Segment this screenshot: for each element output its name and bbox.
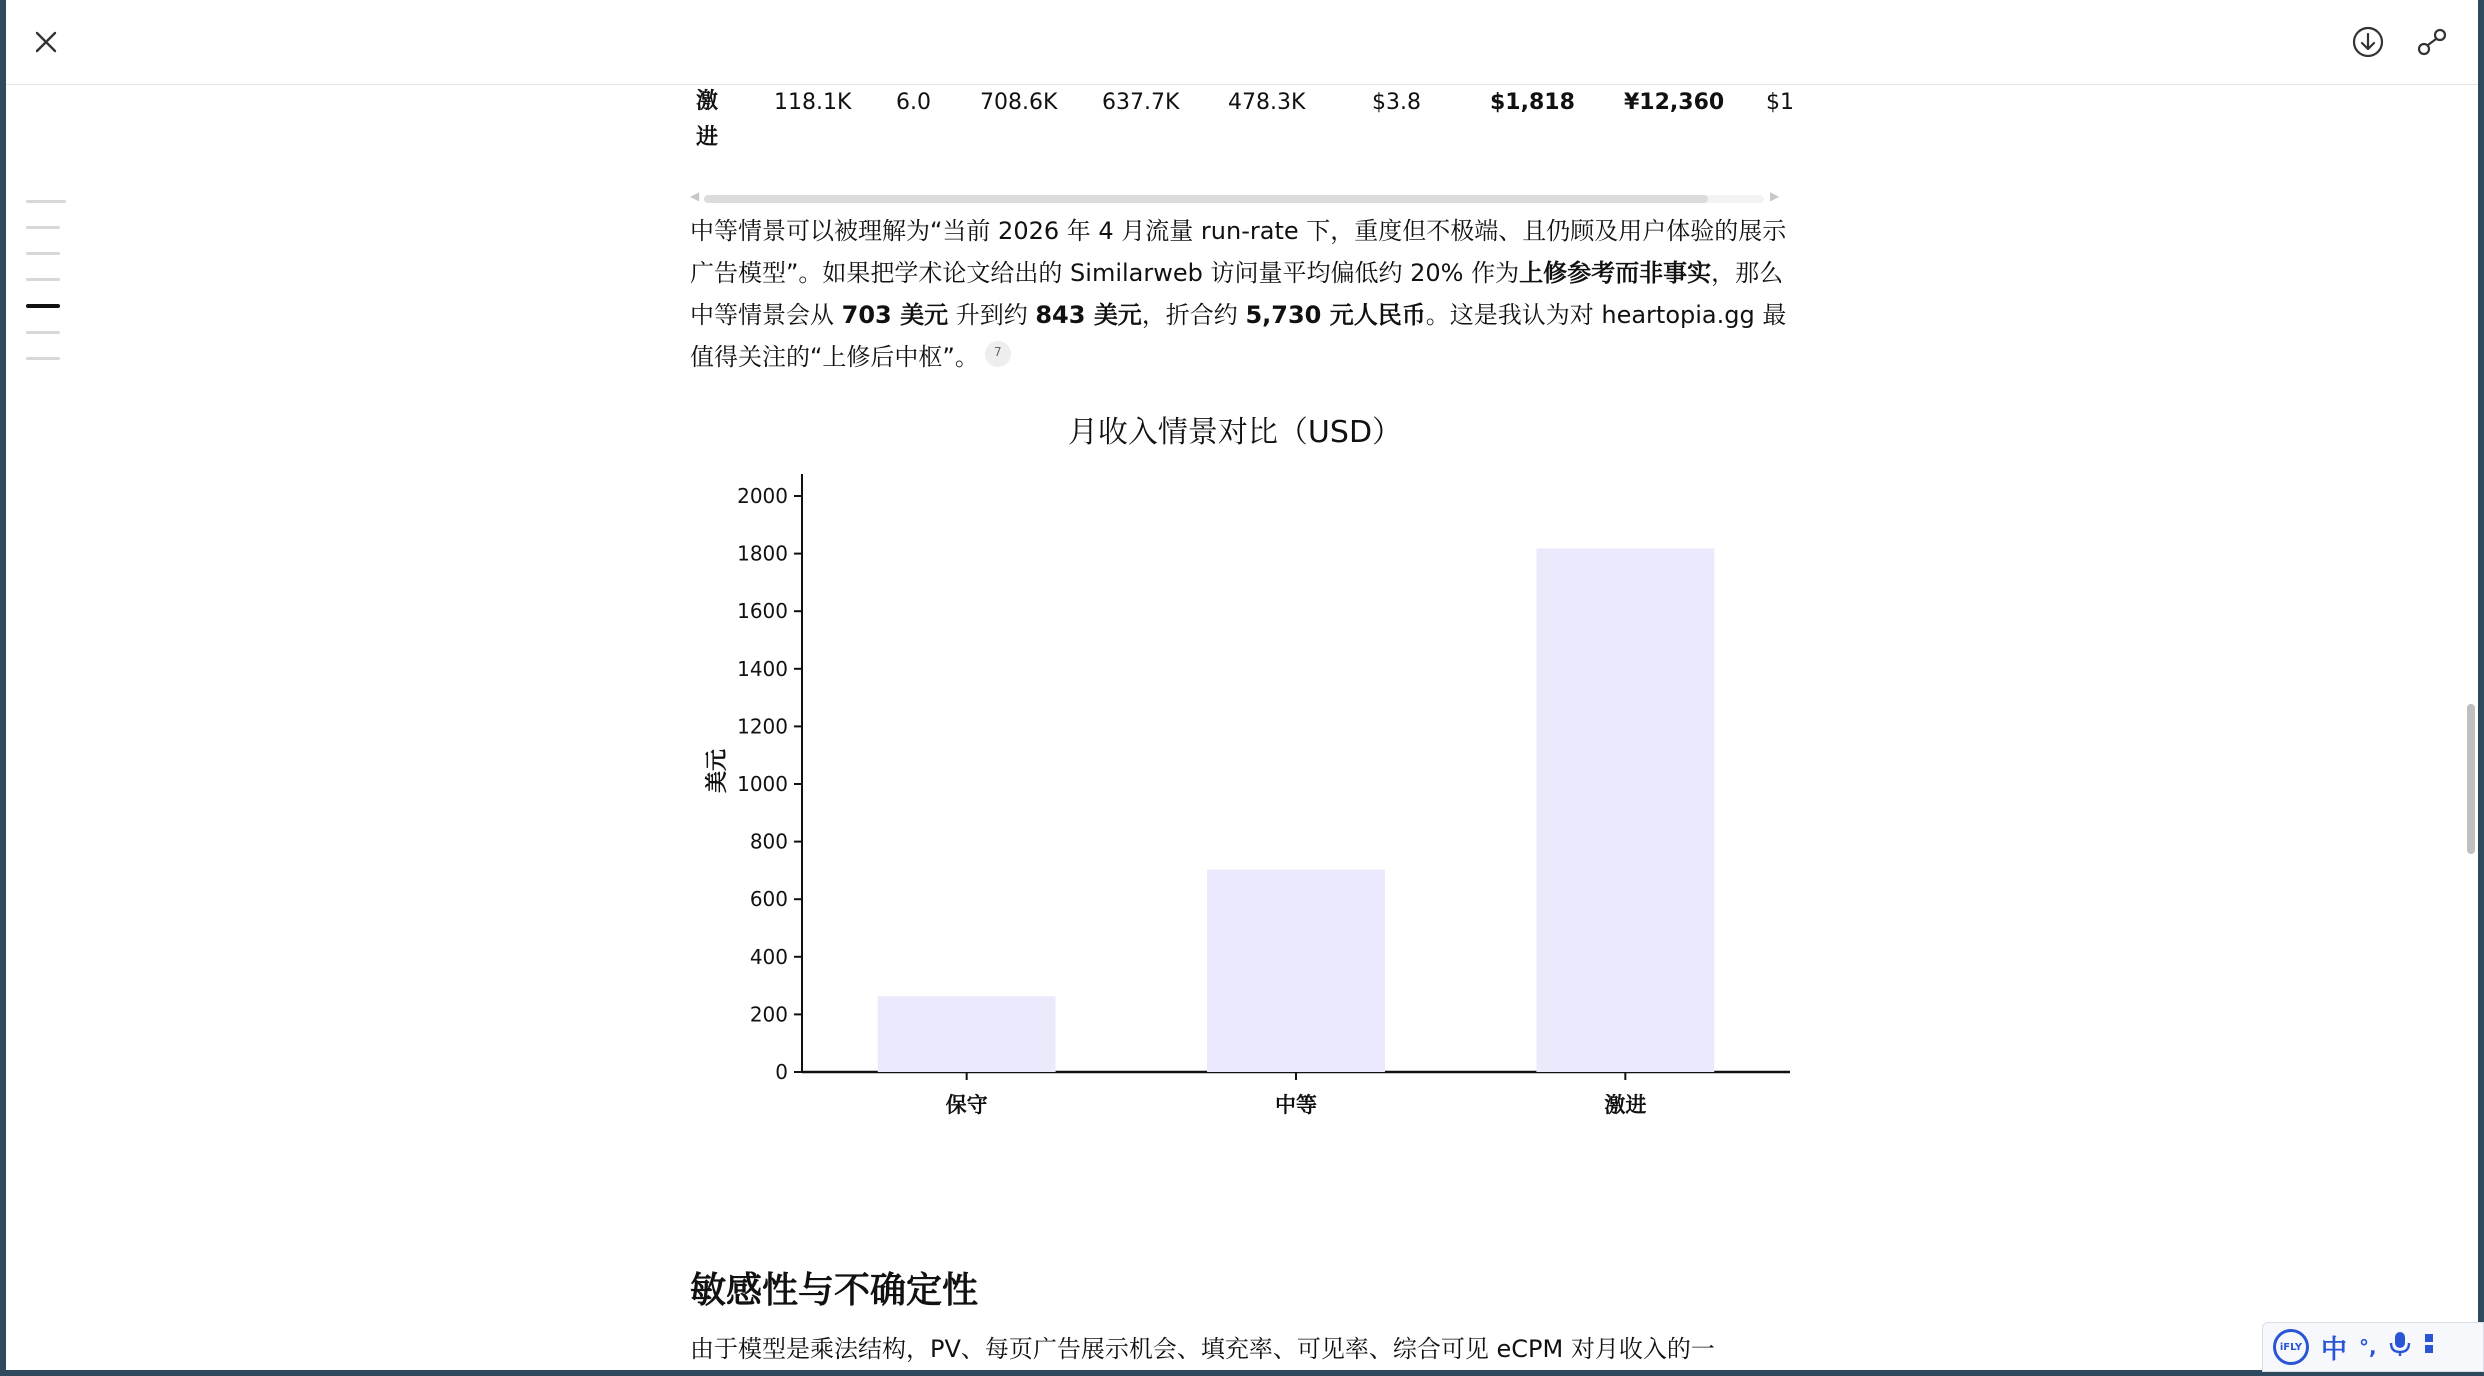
text-run-bold: 703 美元 <box>841 301 949 329</box>
bar-中等 <box>1207 870 1385 1072</box>
toc-item-3[interactable] <box>26 252 60 255</box>
toc-item-1[interactable] <box>26 200 66 203</box>
x-tick-label: 激进 <box>1604 1093 1647 1117</box>
y-axis-label: 美元 <box>705 748 730 794</box>
table-horizontal-scrollbar[interactable] <box>690 189 1780 204</box>
download-icon <box>2351 25 2385 59</box>
table-cell: $1 <box>1766 90 1794 115</box>
section-paragraph: 由于模型是乘法结构，PV、每页广告展示机会、填充率、可见率、综合可见 eCPM 对月收入的一 <box>690 1335 1715 1363</box>
y-tick-label: 600 <box>749 887 788 912</box>
bar-chart-svg <box>690 414 1790 1214</box>
y-tick-label: 2000 <box>737 484 788 508</box>
table-cell: 478.3K <box>1228 90 1306 115</box>
close-icon <box>32 28 60 56</box>
share-button[interactable] <box>2406 16 2458 68</box>
table-row <box>690 84 1794 164</box>
top-toolbar <box>6 0 2478 85</box>
toc-item-6[interactable] <box>26 331 60 334</box>
text-run: ，折合约 <box>1141 301 1246 329</box>
table-cell: 118.1K <box>774 90 852 115</box>
page-vertical-scrollbar[interactable] <box>2464 84 2478 1370</box>
scrollbar-thumb[interactable] <box>704 195 1708 203</box>
toc-item-5[interactable] <box>26 304 60 308</box>
text-run: ，那么中等情景会从 <box>690 259 1784 329</box>
bar-保守 <box>878 996 1056 1072</box>
ime-punctuation-toggle[interactable]: °, <box>2359 1335 2377 1359</box>
x-tick-label: 中等 <box>1275 1093 1317 1117</box>
page-scrollbar-thumb[interactable] <box>2467 704 2475 854</box>
toc-item-7[interactable] <box>26 357 60 360</box>
y-tick-label: 800 <box>749 829 788 854</box>
y-tick-label: 0 <box>775 1060 788 1084</box>
table-cell: 637.7K <box>1102 90 1180 115</box>
ime-language-toggle[interactable]: 中 <box>2321 1334 2348 1365</box>
app-window <box>6 0 2478 1370</box>
text-run-bold: 5,730 元人民币 <box>1245 301 1426 329</box>
mic-icon <box>2389 1330 2411 1358</box>
share-icon <box>2415 25 2449 59</box>
close-button[interactable] <box>20 16 72 68</box>
table-cell: 708.6K <box>980 90 1058 115</box>
text-run: 。这是我认为对 heartopia.gg 最值得关注的“上修后中枢”。 <box>690 301 1787 371</box>
toc-item-2[interactable] <box>26 226 60 229</box>
text-run-bold: 843 美元 <box>1035 301 1142 329</box>
text-run: 升到约 <box>948 301 1036 329</box>
table-cell: 6.0 <box>896 90 931 115</box>
grid-icon <box>2423 1331 2445 1357</box>
table-of-contents <box>26 200 72 383</box>
ime-toolbar <box>2262 1322 2484 1372</box>
section-heading: 敏感性与不确定性 <box>690 1270 979 1311</box>
x-tick-label: 保守 <box>945 1093 988 1117</box>
y-tick-label: 1200 <box>737 714 788 739</box>
download-button[interactable] <box>2342 16 2394 68</box>
scroll-left-icon[interactable]: ◀ <box>690 189 700 203</box>
bar-激进 <box>1536 548 1714 1072</box>
ime-mic-button[interactable] <box>2389 1330 2411 1365</box>
citation-badge[interactable]: 7 <box>985 341 1011 367</box>
ime-grid-button[interactable] <box>2423 1331 2445 1364</box>
y-tick-label: 1400 <box>737 656 788 681</box>
toc-item-4[interactable] <box>26 278 60 281</box>
y-tick-label: 400 <box>749 944 788 969</box>
y-tick-label: 1800 <box>737 541 788 566</box>
table-cell: $1,818 <box>1490 90 1575 115</box>
table-cell: $3.8 <box>1372 90 1421 115</box>
table-cell: ¥12,360 <box>1624 90 1725 115</box>
body-paragraph <box>690 210 1790 378</box>
y-tick-label: 1000 <box>737 772 788 796</box>
text-run-bold: 上修参考而非事实 <box>1519 259 1712 287</box>
chart-title: 月收入情景对比（USD） <box>1067 415 1403 450</box>
y-tick-label: 1600 <box>737 599 788 624</box>
scroll-right-icon[interactable]: ▶ <box>1770 189 1780 203</box>
table-cell-scenario: 激 进 <box>696 89 719 150</box>
text-run: 中等情景可以被理解为“当前 2026 年 4 月流量 run-rate 下，重度但不极端、且仍顾及用户体验的展示广告模型”。如果把学术论文给出的 Similarweb 访问量平均偏低约 20% 作为 <box>690 217 1787 287</box>
y-tick-label: 200 <box>749 1002 788 1027</box>
revenue-chart <box>690 414 1790 1214</box>
ime-logo[interactable]: iFLY <box>2273 1329 2309 1365</box>
